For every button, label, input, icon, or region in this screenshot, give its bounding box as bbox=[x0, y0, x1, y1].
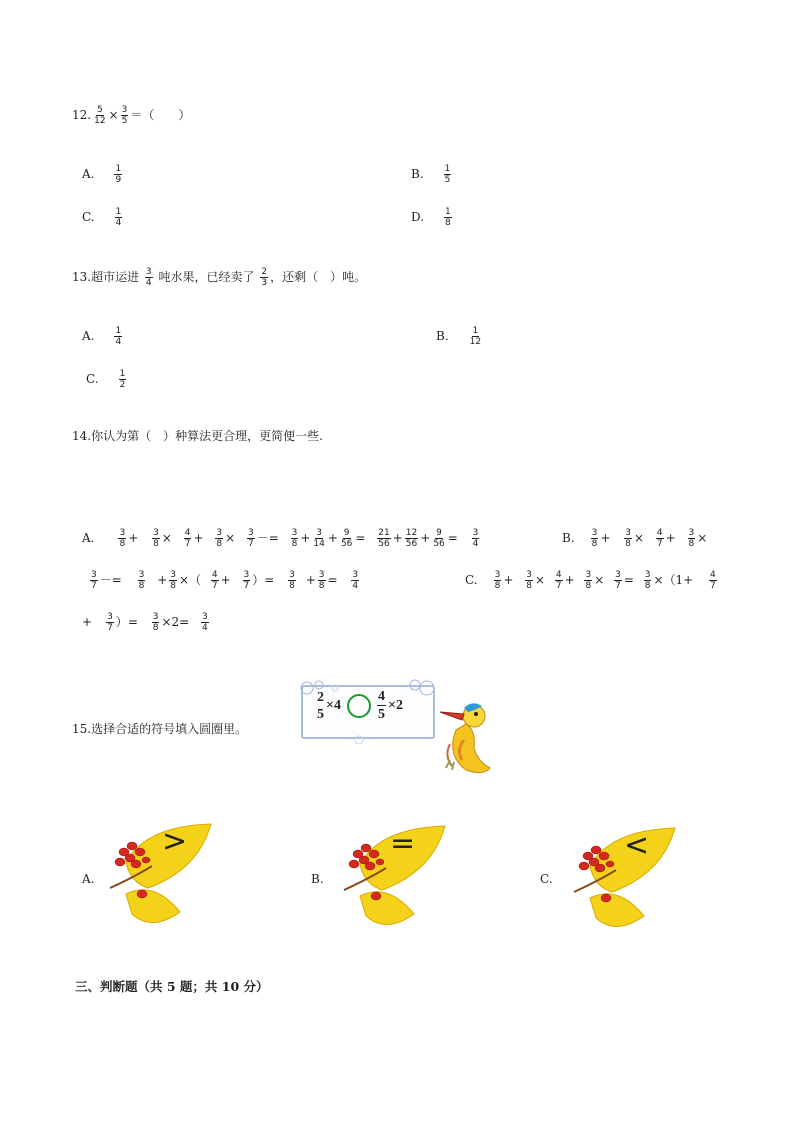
q15-card bbox=[297, 678, 440, 744]
q12-option-a[interactable]: A. $\frac{1}{9}$ bbox=[82, 164, 122, 185]
symbol-text: < bbox=[624, 828, 650, 863]
card-expression: 2 5 ×4 $\frac{4}{5}$ ×2 bbox=[317, 689, 403, 722]
bird-illustration bbox=[436, 700, 494, 778]
q15-option-a[interactable] bbox=[106, 822, 216, 928]
q14-option-b-cont: $\frac{3}{7}$ －= $\frac{3}{8}$ + $\frac{3}{8}$ ×（ $\frac{4}{7}$ + $\frac{3}{7}$ ）= $\frac{3}{8}$ + $\frac{3}{8}$ = $\frac{3}{4}$ bbox=[91, 570, 359, 591]
q13-stem: 13.超市运进 $\frac{3}{4}$ 吨水果，已经卖了 $\frac{2}{3}$ ，还剩（ ）吨。 bbox=[72, 267, 367, 288]
q15-option-a-label[interactable]: A. bbox=[82, 872, 95, 886]
q13-option-b[interactable]: B. $\frac{1}{12}$ bbox=[436, 326, 482, 347]
fraction: $\frac{3}{5}$ bbox=[121, 105, 128, 126]
symbol-text: > bbox=[162, 824, 188, 859]
q14-option-b[interactable]: B. $\frac{3}{8}$ + $\frac{3}{8}$ × $\frac{4}{7}$ + $\frac{3}{8}$ × bbox=[562, 528, 708, 549]
q13-option-c[interactable]: C. $\frac{1}{2}$ bbox=[86, 369, 126, 390]
leaf-icon bbox=[106, 822, 216, 928]
q12-option-c[interactable]: C. $\frac{1}{4}$ bbox=[82, 207, 122, 228]
q13-option-a[interactable]: A. $\frac{1}{4}$ bbox=[82, 326, 122, 347]
q14-option-a[interactable]: A. $\frac{3}{8}$ + $\frac{3}{8}$ × $\frac{4}{7}$ + $\frac{3}{8}$ × $\frac{3}{7}$ －= $\frac{3}{8}$ + $\frac{3}{14}$ + $\frac{9}{56}$ = $\frac{21}{56}$ + $\frac{12}{56}$ + $\frac{9}{56}$ = $\frac{3}{4}$ bbox=[82, 528, 479, 549]
bird-icon bbox=[436, 700, 494, 778]
q15-option-b-label[interactable]: B. bbox=[311, 872, 324, 886]
section-heading: 三、判断题（共 5 题；共 10 分） bbox=[75, 979, 269, 994]
q14-stem: 14.你认为第（ ）种算法更合理，更简便一些. bbox=[72, 429, 323, 443]
q12-option-b[interactable]: B. $\frac{1}{5}$ bbox=[411, 164, 451, 185]
q12-option-d[interactable]: D. $\frac{1}{8}$ bbox=[411, 207, 451, 228]
q15-option-b[interactable] bbox=[340, 824, 450, 930]
q15-option-c-label[interactable]: C. bbox=[540, 872, 553, 886]
fraction: $\frac{5}{12}$ bbox=[94, 105, 106, 126]
q15-option-c[interactable] bbox=[570, 826, 680, 932]
q14-option-c-cont: + $\frac{3}{7}$ ）= $\frac{3}{8}$ ×2= $\frac{3}{4}$ bbox=[82, 612, 208, 633]
q14-option-c[interactable]: C. $\frac{3}{8}$ + $\frac{3}{8}$ × $\frac{4}{7}$ + $\frac{3}{8}$ × $\frac{3}{7}$ = $\frac{3}{8}$ ×（1+ $\frac{4}{7}$ bbox=[465, 570, 716, 591]
answer-circle[interactable] bbox=[347, 694, 371, 718]
q12-stem: 12. $\frac{5}{12}$ × $\frac{3}{5}$ ＝（ ） bbox=[72, 105, 191, 126]
q15-stem: 15.选择合适的符号填入圆圈里。 bbox=[72, 722, 248, 736]
symbol-text: = bbox=[390, 826, 416, 861]
